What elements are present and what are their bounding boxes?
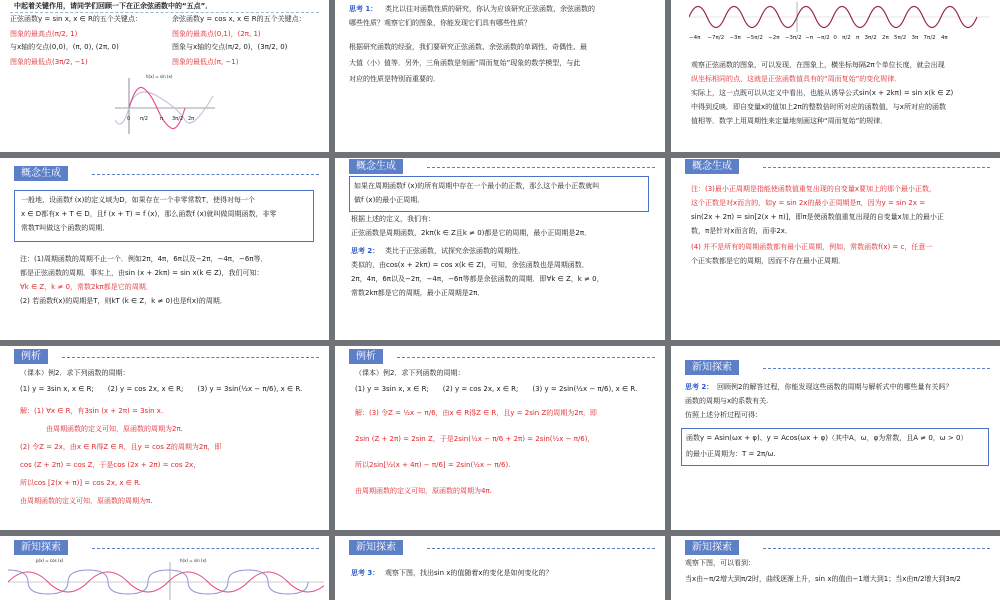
note-line-3: ∀k ∈ Z，k ≠ 0，常数2kπ都是它的周期． [20, 283, 153, 291]
tick-3half-pi: 3π/2 [172, 116, 184, 122]
tick-neg3pi: −3π [729, 35, 741, 41]
note-4-line-1: (4) 并不是所有的周期函数都有最小正周期，例如，常数函数f(x) = c，任意一 [691, 243, 933, 251]
line-1: 根据上述的定义，我们有： [351, 215, 435, 223]
slide-10[interactable] [0, 536, 329, 600]
note-3-line-2: 这个正数是对x而言的，如y = sin 2x的最小正周期是π，因为y = sin 2x = [691, 199, 926, 207]
cosine-zero-points: 图象与x轴的交点(π/2, 0)，(3π/2, 0) [172, 43, 288, 51]
think-1-label: 思考 1： [349, 5, 378, 13]
header-rule [92, 174, 319, 175]
sol-line-4: 由周期函数的定义可知，原函数的周期为4π. [355, 487, 492, 495]
sol-line-6: 由周期函数的定义可知，原函数的周期为π. [20, 497, 153, 505]
more-line-1: 类似的，由cos(x + 2kπ) = cos x(k ∈ Z)，可知，余弦函数也是周期函数． [351, 261, 589, 269]
header-rule [62, 357, 319, 358]
header-rule [397, 357, 655, 358]
tick-3half: 3π/2 [864, 35, 877, 41]
sol-line-1: 解：(3) 令Z = ½x − π/6，由x ∈ R得Z ∈ R，且y = 2sin Z的周期为2π，即 [355, 409, 597, 417]
slide-1[interactable] [0, 0, 329, 152]
example-functions: (1) y = 3sin x, x ∈ R; (2) y = cos 2x, x ∈ R; (3) y = 2sin(½x − π/6), x ∈ R. [355, 385, 638, 393]
header-rule [427, 167, 655, 168]
tick-pi: π [160, 116, 164, 122]
tick-neghalf: −π/2 [816, 35, 830, 41]
sol-line-4: cos (Z + 2π) = cos Z，于是cos (2x + 2π) = cos 2x， [20, 461, 201, 469]
note-line-1: 注：(1)周期函数的周期不止一个．例如2π，4π，6π以及−2π，−4π，−6π等． [20, 255, 268, 263]
def-line-2: 做f (x)的最小正周期． [354, 196, 425, 204]
tick-5half: 5π/2 [894, 35, 907, 41]
intro-text: 中起着关键作用，请同学们回顾一下在正余弦函数中的“五点”． [14, 2, 213, 10]
cosine-max-points: 图象的最高点(0,1)，(2π, 1) [172, 30, 261, 38]
body-line-2: 大值（小）值等．另外，三角函数是刻画“周而复始”现象的数学模型，与此 [349, 59, 581, 67]
note-3-line-3: sin(2x + 2π) = sin[2(x + π)]，即π是使函数值重复出现的自变量x加上的最小正 [691, 213, 944, 221]
tick-2pi: 2π [188, 116, 195, 122]
slide-12[interactable] [671, 536, 1000, 600]
header-rule [92, 548, 319, 549]
sin-graph-label: h(x) = sin (x) [180, 558, 207, 563]
think-3-label: 思考 3： [351, 569, 380, 577]
tick-2pi: 2π [881, 35, 889, 41]
tick-0: 0 [127, 116, 131, 122]
sol-line-1: 解：(1) ∀x ∈ R，有3sin (x + 2π) = 3sin x. [20, 407, 164, 415]
slide-6[interactable] [671, 158, 1000, 340]
tick-4pi: 4π [940, 35, 948, 41]
definition-box [14, 190, 314, 242]
section-header: 概念生成 [14, 166, 68, 181]
cos-graph-label: p(x) = cos (x) [36, 558, 64, 563]
think-3-text: 观察下图，找出sin x的值随着x的变化是如何变化的？ [385, 569, 553, 577]
header-rule [763, 548, 990, 549]
example-functions: (1) y = 3sin x, x ∈ R; (2) y = cos 2x, x ∈ R; (3) y = 3sin(½x − π/6), x ∈ R. [20, 385, 303, 393]
think-2-text: 类比于正弦函数，试探究余弦函数的周期性． [385, 247, 525, 255]
tick-half-pi: π/2 [140, 116, 148, 122]
tick-3pi: 3π [911, 35, 919, 41]
header-rule [763, 368, 990, 369]
more-line-3: 常数2kπ都是它的周期，最小正周期是2π． [351, 289, 485, 297]
tick-7half: 7π/2 [923, 35, 936, 41]
slide-3[interactable] [671, 0, 1000, 152]
tick-row [689, 34, 948, 43]
def-line-2: x ∈ D都有x + T ∈ D，且f (x + T) = f (x)，那么函数f (x)就叫做周期函数，非零 [21, 210, 277, 218]
def-line-1: 如果在周期函数f (x)的所有周期中存在一个最小的正数，那么这个最小正数就叫 [354, 182, 600, 190]
sine-graph [115, 74, 215, 136]
obs-line-5: 值相等．数学上用周期性来定量地刻画这种“周而复始”的规律． [691, 117, 888, 125]
tick-negpi: −π [805, 35, 814, 41]
line-2: 正弦函数是周期函数，2kπ(k ∈ Z且k ≠ 0)都是它的周期，最小正周期是2π． [351, 229, 592, 237]
tick-neg4pi: −4π [689, 35, 701, 41]
section-header: 例析 [349, 349, 383, 364]
section-header: 新知探索 [685, 360, 739, 375]
formula-line-2: 的最小正周期为：T = 2π/ω. [686, 450, 776, 458]
sin-cos-graph [8, 562, 324, 600]
example-title: （课本）例2．求下列函数的周期： [355, 369, 465, 377]
tick-pi: π [855, 35, 860, 41]
section-header: 新知探索 [14, 540, 68, 555]
sine-min-point: 图象的最低点(3π/2, −1) [10, 58, 88, 66]
cosine-min-point: 图象的最低点(π, −1) [172, 58, 239, 66]
line-2: 仿照上述分析过程可得： [685, 411, 762, 419]
sine-max-point: 图象的最高点(π/2, 1) [10, 30, 78, 38]
note-4-line-2: 个正实数都是它的周期，因而不存在最小正周期． [691, 257, 845, 265]
tick-neg5half: −5π/2 [746, 35, 763, 41]
formula-box [681, 428, 989, 466]
obs-line-2: 当x由−π/2增大到π/2时，曲线逐渐上升，sin x的值由−1增大到1；当x由π/2增大到3π/2 [685, 575, 961, 583]
definition-box [349, 176, 649, 212]
think-1-line-1: 类比以往对函数性质的研究，你认为应该研究正弦函数、余弦函数的 [385, 5, 595, 13]
slide-8[interactable] [335, 346, 665, 530]
header-rule [427, 548, 655, 549]
section-header: 新知探索 [349, 540, 403, 555]
think-2-text: 回顾例2的解答过程，你能发现这些函数的周期与解析式中的哪些量有关吗？ [717, 383, 953, 391]
tick-neg3half: −3π/2 [784, 35, 802, 41]
slide-2[interactable] [335, 0, 665, 152]
sol-line-2: 2sin (Z + 2π) = 2sin Z，于是2sin(½x − π/6 + 2π) = 2sin(½x − π/6)， [355, 435, 595, 443]
slide-4[interactable] [0, 158, 329, 340]
think-2-label: 思考 2： [685, 383, 714, 391]
line-1: 函数的周期与x的系数有关. [685, 397, 769, 405]
slide-9[interactable] [671, 346, 1000, 530]
note-line-2: 都是正弦函数的周期．事实上，由sin (x + 2kπ) = sin x(k ∈ Z)，我们可知： [20, 269, 264, 277]
tick-zero: 0 [833, 35, 837, 41]
think-2-label: 思考 2： [351, 247, 380, 255]
obs-line-1: 观察正弦函数的图象，可以发现，在图象上，横坐标每隔2π个单位长度，就会出现 [691, 61, 945, 69]
sol-line-3: 所以2sin[½(x + 4π) − π/6] = 2sin(½x − π/6). [355, 461, 511, 469]
def-line-1: 一般地，设函数f (x)的定义域为D，如果存在一个非零常数T，使得对每一个 [21, 196, 255, 204]
slide-11[interactable] [335, 536, 665, 600]
tick-neg7half: −7π/2 [707, 35, 725, 41]
more-line-2: 2π，4π，6π以及−2π，−4π，−6π等都是余弦函数的周期．即∀k ∈ Z，k ≠ 0， [351, 275, 604, 283]
sine-key-points-title: 正弦函数y = sin x, x ∈ R的五个关键点： [10, 15, 142, 23]
section-header: 概念生成 [685, 159, 739, 174]
note-3-line-4: 数，π是针对x而言的，而非2x． [691, 227, 792, 235]
section-header: 例析 [14, 349, 48, 364]
think-1-line-2: 哪些性质？观察它们的图象，你能发现它们具有哪些性质？ [349, 19, 531, 27]
divider [10, 12, 319, 13]
sine-zero-points: 与x轴的交点(0,0)，(π, 0), (2π, 0) [10, 43, 119, 51]
tick-half: π/2 [842, 35, 851, 41]
tick-neg2pi: −2π [768, 35, 780, 41]
section-header: 新知探索 [685, 540, 739, 555]
obs-line-4: 中得到反映．即自变量x的值加上2π的整数倍时所对应的函数值，与x所对应的函数 [691, 103, 946, 111]
formula-line-1: 函数y = Asin(ωx + φ)、y = Acos(ωx + φ)（其中A，ω，φ为常数，且A ≠ 0，ω > 0） [686, 434, 968, 442]
sol-line-5: 所以cos [2(x + π)] = cos 2x, x ∈ R. [20, 479, 141, 487]
def-line-3: 常数T叫做这个函数的周期． [21, 224, 110, 232]
body-line-1: 根据研究函数的经验，我们要研究正弦函数、余弦函数的单调性、奇偶性、最 [349, 43, 587, 51]
header-rule [763, 167, 990, 168]
obs-line-2: 纵坐标相同的点，这就是正弦函数值具有的“周而复始”的变化规律． [691, 75, 902, 83]
graph-title: h(x) = sin (x) [146, 74, 173, 79]
sol-line-3: (2) 令Z = 2x，由x ∈ R得Z ∈ R，且y = cos Z的周期为2π，即 [20, 443, 222, 451]
cosine-key-points-title: 余弦函数y = cos x, x ∈ R的五个关键点： [172, 15, 306, 23]
obs-line-1: 观察下图，可以看到： [685, 559, 755, 567]
note-line-4: (2) 若函数f(x)的周期是T，则kT (k ∈ Z，k ≠ 0)也是f(x)的周期． [20, 297, 227, 305]
slide-7[interactable] [0, 346, 329, 530]
section-header: 概念生成 [349, 159, 403, 174]
obs-line-3: 实际上，这一点既可以从定义中看出，也能从诱导公式sin(x + 2kπ) = sin x(k ∈ Z) [691, 89, 954, 97]
body-line-3: 对应的性质是特别而重要的． [349, 75, 440, 83]
slide-5[interactable] [335, 158, 665, 340]
note-3-line-1: 注：(3)最小正周期是指能使函数值重复出现的自变量x要加上的那个最小正数， [691, 185, 937, 193]
sine-wave-graph [689, 2, 989, 32]
sol-line-2: 由周期函数的定义可知，原函数的周期为2π. [46, 425, 183, 433]
example-title: （课本）例2．求下列函数的周期： [20, 369, 130, 377]
